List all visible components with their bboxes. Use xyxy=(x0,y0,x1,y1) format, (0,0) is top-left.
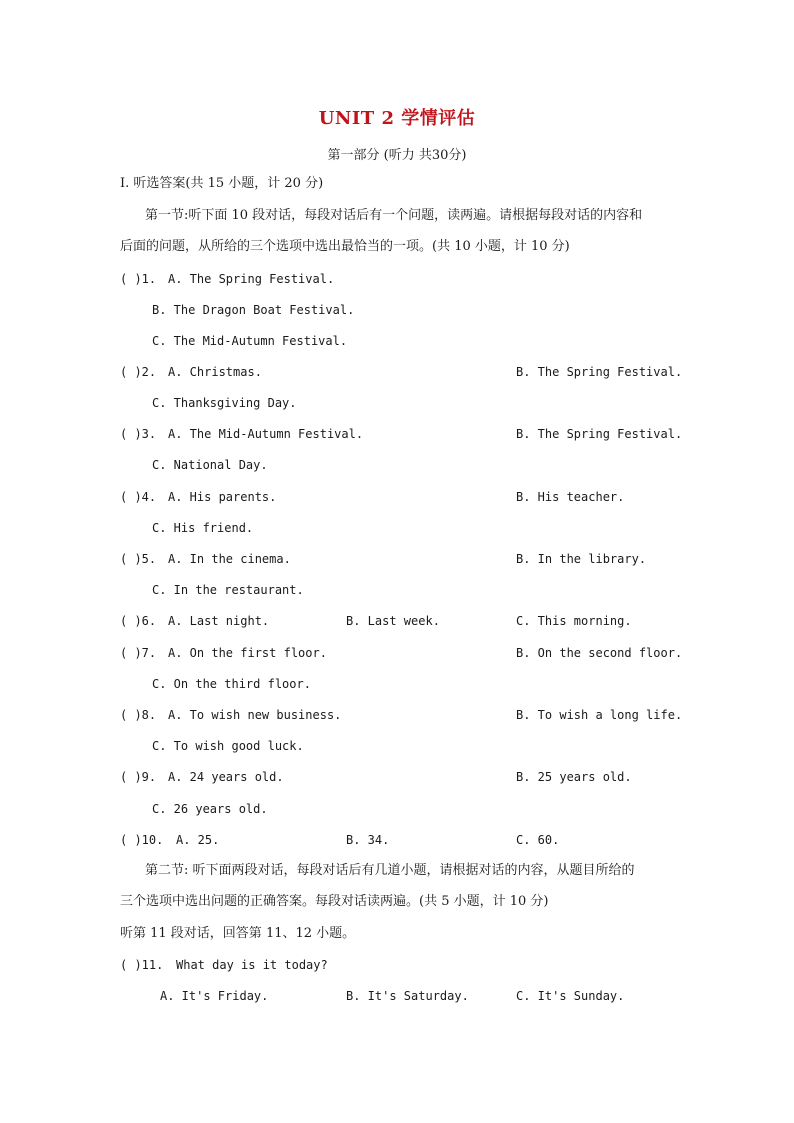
option-b: B. 34. xyxy=(346,833,390,847)
question-1-option-b xyxy=(120,300,680,320)
question-11 xyxy=(120,955,680,975)
question-4 xyxy=(120,487,680,507)
section-heading: Ⅰ. 听选答案(共 15 小题，计 20 分) xyxy=(120,176,324,191)
question-number: ( )3. xyxy=(120,427,157,441)
option-b: B. The Spring Festival. xyxy=(516,427,683,441)
question-number: ( )7. xyxy=(120,646,157,660)
question-7 xyxy=(120,643,683,663)
option-a: A. The Mid-Autumn Festival. xyxy=(168,427,364,441)
option-a: A. 25. xyxy=(176,833,220,847)
option-b: B. 25 years old. xyxy=(516,770,632,784)
section2-instructions-line1: 第二节: 听下面两段对话，每段对话后有几道小题，请根据对话的内容，从题目所给的 xyxy=(145,863,635,878)
question-3-option-c xyxy=(120,455,680,475)
question-number: ( )11. xyxy=(120,958,164,972)
question-number: ( )9. xyxy=(120,770,157,784)
option-a: A. On the first floor. xyxy=(168,646,327,660)
question-8-option-c xyxy=(120,736,680,756)
question-11-options xyxy=(120,986,680,1006)
option-b: B. On the second floor. xyxy=(516,646,683,660)
option-c: C. His friend. xyxy=(152,521,254,535)
question-5 xyxy=(120,549,680,569)
option-c: C. It's Sunday. xyxy=(516,989,625,1003)
question-number: ( )1. xyxy=(120,272,157,286)
option-b: B. His teacher. xyxy=(516,490,625,504)
option-c: C. In the restaurant. xyxy=(152,583,304,597)
question-3 xyxy=(120,424,683,444)
question-9-option-c xyxy=(120,799,680,819)
page-title: UNIT 2 学情评估 xyxy=(318,108,476,129)
option-a: A. To wish new business. xyxy=(168,708,342,722)
option-c: C. Thanksgiving Day. xyxy=(152,396,297,410)
option-c: C. On the third floor. xyxy=(152,677,311,691)
question-1-option-c xyxy=(120,331,680,351)
option-a: A. It's Friday. xyxy=(160,989,269,1003)
section1-instructions-line1: 第一节:听下面 10 段对话，每段对话后有一个问题，读两遍。请根据每段对话的内容和 xyxy=(145,208,643,223)
question-1 xyxy=(120,269,680,289)
question-9 xyxy=(120,767,680,787)
option-c: C. The Mid-Autumn Festival. xyxy=(152,334,348,348)
option-a: A. In the cinema. xyxy=(168,552,291,566)
question-stem: What day is it today? xyxy=(176,958,328,972)
option-c: C. To wish good luck. xyxy=(152,739,304,753)
option-b: B. Last week. xyxy=(346,614,440,628)
part-title: 第一部分 (听力 共30分) xyxy=(327,148,467,163)
section2-instructions-line2: 三个选项中选出问题的正确答案。每段对话读两遍。(共 5 小题，计 10 分) xyxy=(120,894,549,909)
option-b: B. In the library. xyxy=(516,552,647,566)
question-5-option-c xyxy=(120,580,680,600)
option-b: B. To wish a long life. xyxy=(516,708,683,722)
question-2 xyxy=(120,362,683,382)
question-4-option-c xyxy=(120,518,680,538)
option-a: A. Christmas. xyxy=(168,365,262,379)
option-c: C. 60. xyxy=(516,833,560,847)
option-a: A. Last night. xyxy=(168,614,270,628)
option-c: C. National Day. xyxy=(152,458,268,472)
option-b: B. The Dragon Boat Festival. xyxy=(152,303,355,317)
option-a: A. 24 years old. xyxy=(168,770,284,784)
option-c: C. 26 years old. xyxy=(152,802,268,816)
question-number: ( )8. xyxy=(120,708,157,722)
option-a: A. The Spring Festival. xyxy=(168,272,335,286)
question-number: ( )4. xyxy=(120,490,157,504)
question-6 xyxy=(120,611,680,631)
question-2-option-c xyxy=(120,393,680,413)
question-number: ( )2. xyxy=(120,365,157,379)
option-c: C. This morning. xyxy=(516,614,632,628)
question-number: ( )5. xyxy=(120,552,157,566)
dialog-intro: 听第 11 段对话，回答第 11、12 小题。 xyxy=(120,926,356,941)
question-8 xyxy=(120,705,683,725)
question-10 xyxy=(120,830,680,850)
option-a: A. His parents. xyxy=(168,490,277,504)
question-7-option-c xyxy=(120,674,680,694)
option-b: B. It's Saturday. xyxy=(346,989,469,1003)
option-b: B. The Spring Festival. xyxy=(516,365,683,379)
section1-instructions-line2: 后面的问题，从所给的三个选项中选出最恰当的一项。(共 10 小题，计 10 分) xyxy=(120,239,570,254)
question-number: ( )10. xyxy=(120,833,164,847)
question-number: ( )6. xyxy=(120,614,157,628)
